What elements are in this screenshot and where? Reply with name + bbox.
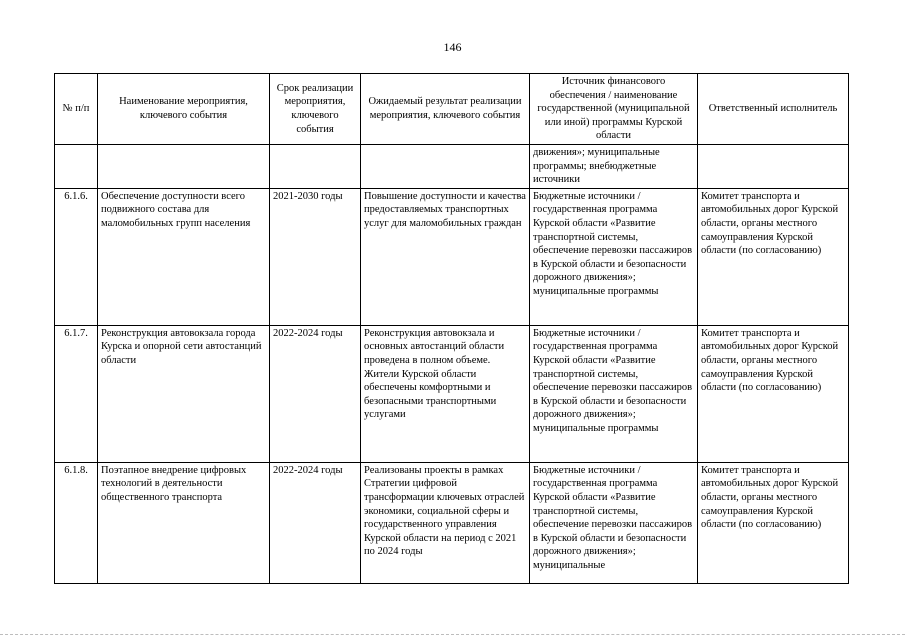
cell-expected-result: Повышение доступности и качества предоставляемых транспортных услуг для маломобильных граждан <box>361 188 530 325</box>
cell-number: 6.1.7. <box>55 325 98 462</box>
cell-activity-name <box>98 144 270 188</box>
table-row <box>55 462 849 583</box>
cell-term: 2022-2024 годы <box>270 325 361 462</box>
cell-executor: Комитет транспорта и автомобильных дорог Курской области, органы местного самоуправления Курской области (по согласованию) <box>698 462 849 583</box>
table-row-continuation <box>55 144 849 188</box>
header-number: № п/п <box>55 74 98 145</box>
table-header-row <box>55 74 849 145</box>
header-funding-source: Источник финансового обеспечения / наименование государственной (муниципальной или иной) программы Курской области <box>530 74 698 145</box>
cell-number <box>55 144 98 188</box>
cell-executor <box>698 144 849 188</box>
cell-executor: Комитет транспорта и автомобильных дорог Курской области, органы местного самоуправления Курской области (по согласованию) <box>698 188 849 325</box>
cell-term: 2021-2030 годы <box>270 188 361 325</box>
cell-funding-source: Бюджетные источники / государственная программа Курской области «Развитие транспортной системы, обеспечение перевозки пассажиров в Курской области и безопасности дорожного движения»; муниципальные программы <box>530 325 698 462</box>
table-row <box>55 325 849 462</box>
cell-number: 6.1.6. <box>55 188 98 325</box>
cell-number: 6.1.8. <box>55 462 98 583</box>
header-expected-result: Ожидаемый результат реализации мероприятия, ключевого события <box>361 74 530 145</box>
cell-term: 2022-2024 годы <box>270 462 361 583</box>
cell-activity-name: Поэтапное внедрение цифровых технологий в деятельности общественного транспорта <box>98 462 270 583</box>
cell-funding-source: Бюджетные источники / государственная программа Курской области «Развитие транспортной системы, обеспечение перевозки пассажиров в Курской области и безопасности дорожного движения»; муниципальные <box>530 462 698 583</box>
header-activity-name: Наименование мероприятия, ключевого события <box>98 74 270 145</box>
page-bottom-dashed-line <box>0 634 905 635</box>
cell-expected-result: Реализованы проекты в рамках Стратегии цифровой трансформации ключевых отраслей экономики, социальной сферы и государственного управления Курской области на период с 2021 по 2024 годы <box>361 462 530 583</box>
table-row <box>55 188 849 325</box>
cell-expected-result <box>361 144 530 188</box>
cell-activity-name: Реконструкция автовокзала города Курска и опорной сети автостанций области <box>98 325 270 462</box>
cell-executor: Комитет транспорта и автомобильных дорог Курской области, органы местного самоуправления Курской области (по согласованию) <box>698 325 849 462</box>
header-term: Срок реализации мероприятия, ключевого события <box>270 74 361 145</box>
cell-activity-name: Обеспечение доступности всего подвижного состава для маломобильных групп населения <box>98 188 270 325</box>
cell-funding-source: Бюджетные источники / государственная программа Курской области «Развитие транспортной системы, обеспечение перевозки пассажиров в Курской области и безопасности дорожного движения»; муниципальные программы <box>530 188 698 325</box>
cell-term <box>270 144 361 188</box>
cell-expected-result: Реконструкция автовокзала и основных автостанций области проведена в полном объеме. Жители Курской области обеспечены комфортными и безопасными транспортными услугами <box>361 325 530 462</box>
cell-funding-source: движения»; муниципальные программы; внебюджетные источники <box>530 144 698 188</box>
activities-table <box>54 73 849 584</box>
page-number: 146 <box>443 40 462 54</box>
header-executor: Ответственный исполнитель <box>698 74 849 145</box>
